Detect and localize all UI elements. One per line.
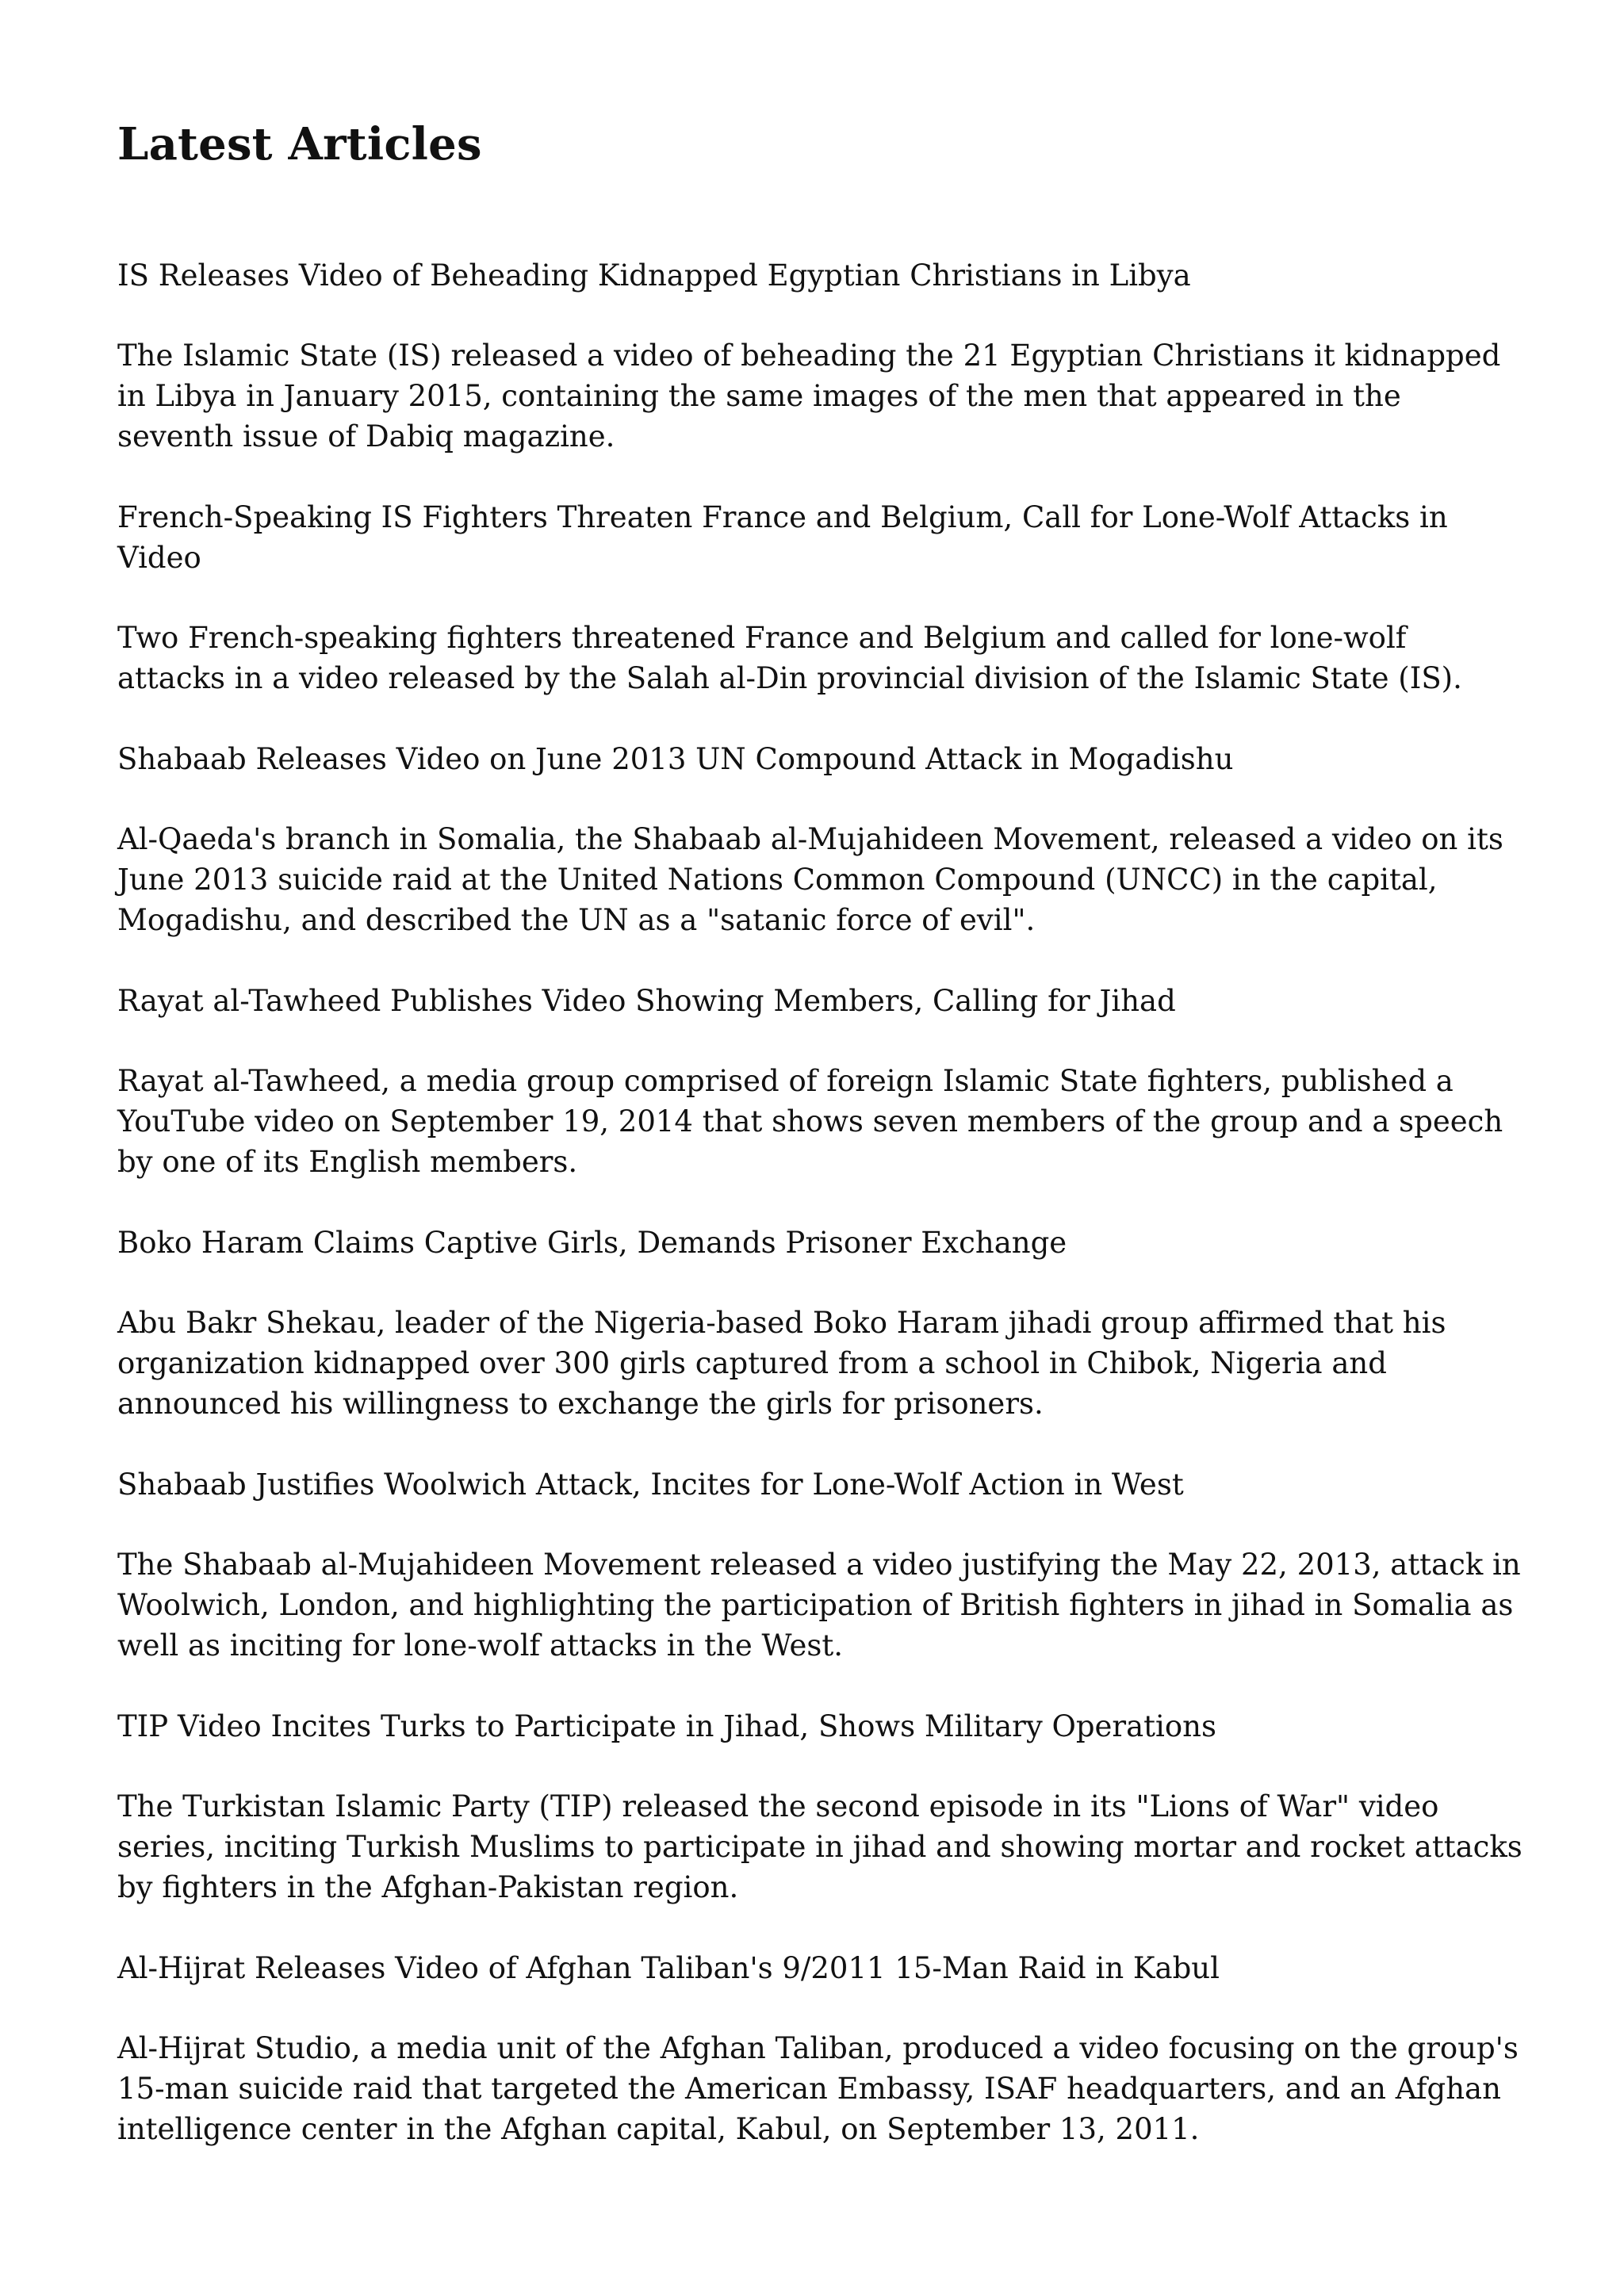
article-item [117,1706,1522,1908]
article-title-link[interactable]: Al-Hijrat Releases Video of Afghan Taliban's 9/2011 15-Man Raid in Kabul [117,1951,1220,1986]
article-list [117,255,1522,2149]
article-item [117,1223,1522,1424]
article-summary: The Shabaab al-Mujahideen Movement released a video justifying the May 22, 2013, attack in Woolwich, London, and highlighting the participation of British fighters in jihad in Somalia as well as inciting for lone-wolf attacks in the West. [117,1548,1521,1663]
article-title-link[interactable]: IS Releases Video of Beheading Kidnapped Egyptian Christians in Libya [117,258,1191,293]
latest-articles-page [117,119,1522,2190]
article-title-link[interactable]: TIP Video Incites Turks to Participate in Jihad, Shows Military Operations [117,1709,1216,1744]
article-summary: The Islamic State (IS) released a video of beheading the 21 Egyptian Christians it kidnapped in Libya in January 2015, containing the same images of the men that appeared in the seventh issue of Dabiq magazine. [117,339,1501,454]
article-item [117,739,1522,940]
article-summary: Al-Qaeda's branch in Somalia, the Shabaab al-Mujahideen Movement, released a video on its June 2013 suicide raid at the United Nations Common Compound (UNCC) in the capital, Mogadishu, and described the UN as a "satanic force of evil". [117,822,1503,938]
article-summary: Abu Bakr Shekau, leader of the Nigeria-based Boko Haram jihadi group affirmed that his organization kidnapped over 300 girls captured from a school in Chibok, Nigeria and announced his willingness to exchange the girls for prisoners. [117,1306,1446,1422]
article-title-link[interactable]: Shabaab Justifies Woolwich Attack, Incites for Lone-Wolf Action in West [117,1468,1184,1502]
article-summary: The Turkistan Islamic Party (TIP) released the second episode in its "Lions of War" video series, inciting Turkish Muslims to participate in jihad and showing mortar and rocket attacks by fighters in the Afghan-Pakistan region. [117,1789,1522,1905]
article-title-link[interactable]: French-Speaking IS Fighters Threaten France and Belgium, Call for Lone-Wolf Attacks in Video [117,500,1448,576]
article-item [117,1464,1522,1666]
page-title: Latest Articles [117,118,482,170]
article-summary: Two French-speaking fighters threatened France and Belgium and called for lone-wolf attacks in a video released by the Salah al-Din provincial division of the Islamic State (IS). [117,621,1462,696]
article-item [117,1948,1522,2149]
article-item [117,497,1522,698]
article-item [117,255,1522,457]
article-summary: Rayat al-Tawheed, a media group comprised of foreign Islamic State fighters, published a YouTube video on September 19, 2014 that shows seven members of the group and a speech by one of its English members. [117,1064,1503,1180]
article-title-link[interactable]: Rayat al-Tawheed Publishes Video Showing Members, Calling for Jihad [117,984,1176,1019]
article-title-link[interactable]: Shabaab Releases Video on June 2013 UN Compound Attack in Mogadishu [117,742,1234,777]
article-title-link[interactable]: Boko Haram Claims Captive Girls, Demands Prisoner Exchange [117,1226,1067,1261]
article-item [117,981,1522,1182]
article-summary: Al-Hijrat Studio, a media unit of the Afghan Taliban, produced a video focusing on the group's 15-man suicide raid that targeted the American Embassy, ISAF headquarters, and an Afghan intelligence center in the Afghan capital, Kabul, on September 13, 2011. [117,2031,1519,2147]
